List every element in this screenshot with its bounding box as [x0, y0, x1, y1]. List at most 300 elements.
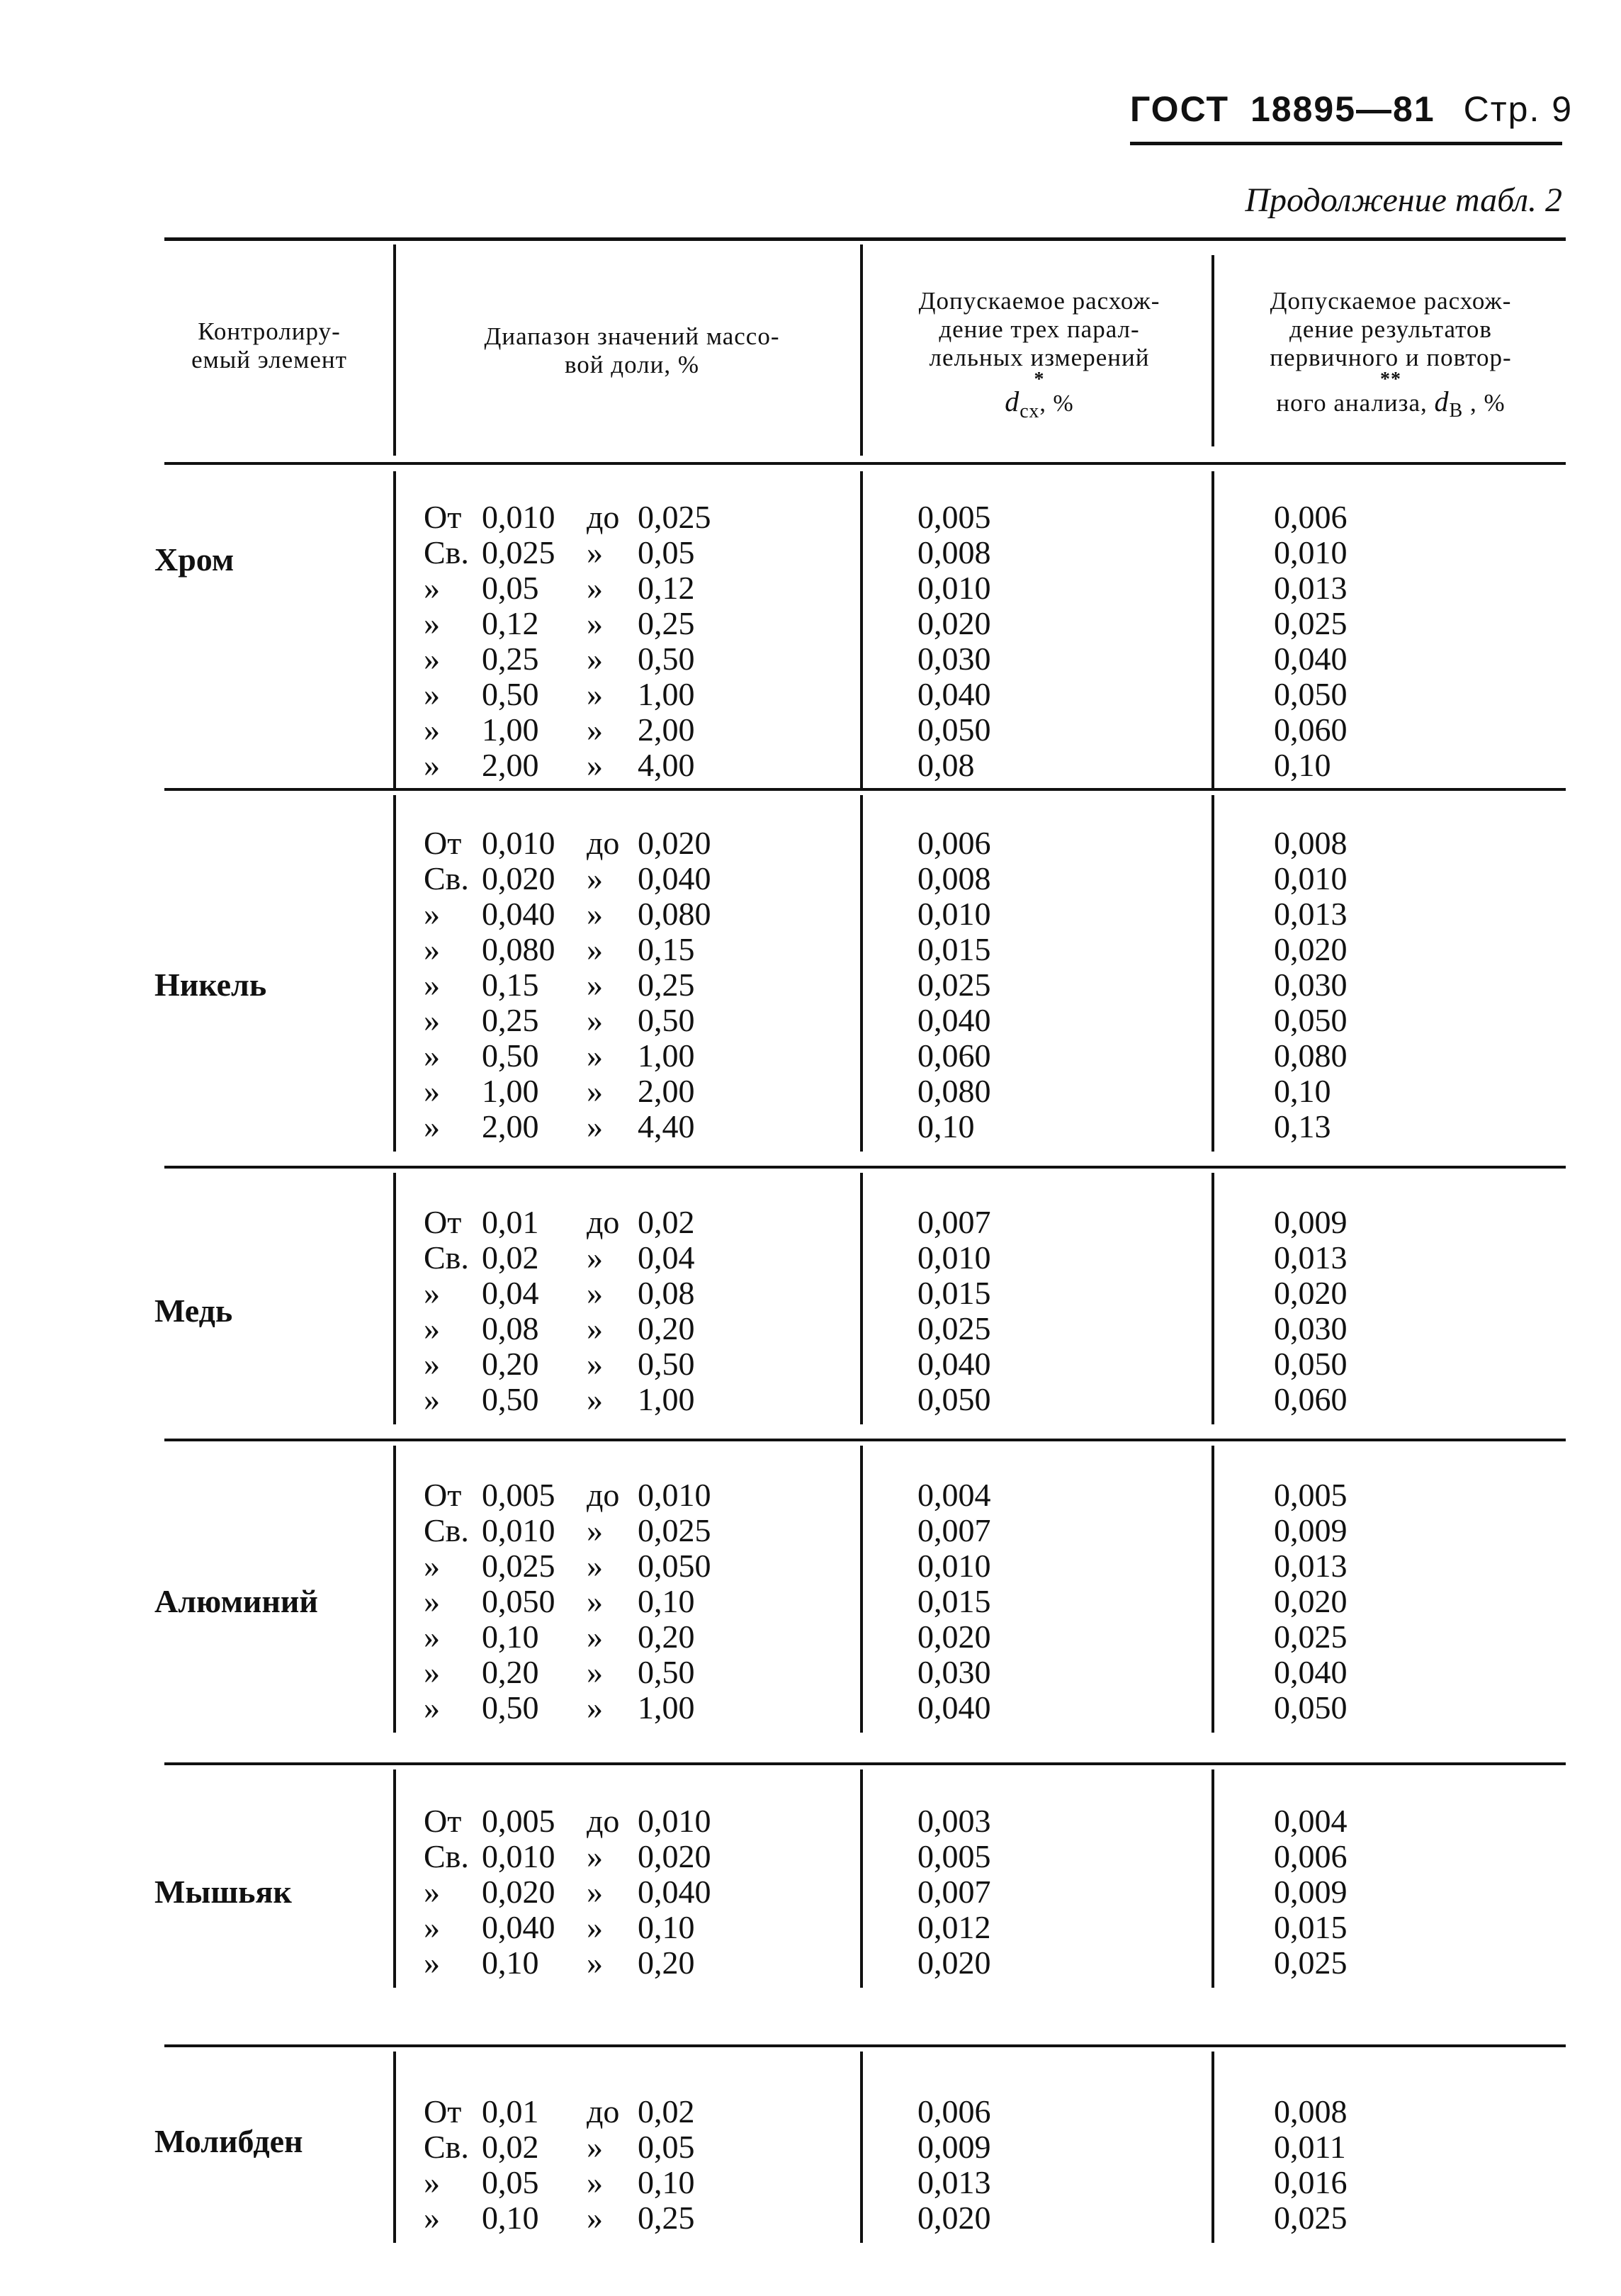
header-vrule — [860, 244, 863, 456]
range-to: 0,10 — [638, 1583, 695, 1619]
range-to: 0,040 — [638, 1874, 711, 1910]
convergence-value: 0,007 — [917, 1204, 991, 1240]
header-vrule — [393, 244, 396, 456]
range-from: 0,50 — [482, 1037, 539, 1074]
column-vrule — [1211, 1173, 1214, 1424]
range-row — [0, 1205, 860, 1240]
range-prefix: » — [424, 1310, 440, 1346]
range-prefix: » — [424, 1689, 440, 1726]
repeatability-value: 0,013 — [1274, 1239, 1348, 1276]
convergence-value: 0,050 — [917, 1381, 991, 1417]
range-from: 0,05 — [482, 570, 539, 606]
repeatability-value: 0,013 — [1274, 570, 1348, 606]
range-conj: » — [587, 1838, 603, 1874]
standard-number: 18895—81 — [1250, 89, 1435, 129]
range-prefix: » — [424, 1108, 440, 1144]
convergence-value: 0,015 — [917, 1275, 991, 1311]
range-conj: » — [587, 1945, 603, 1981]
repeatability-value: 0,015 — [1274, 1909, 1348, 1945]
repeatability-value: 0,050 — [1274, 676, 1348, 712]
repeatability-value: 0,008 — [1274, 825, 1348, 861]
range-row — [0, 1839, 860, 1874]
repeatability-value: 0,030 — [1274, 1310, 1348, 1346]
range-conj: » — [587, 534, 603, 570]
page-header — [1130, 89, 1574, 145]
range-prefix: Св. — [424, 1512, 469, 1548]
range-prefix: » — [424, 1945, 440, 1981]
table-top-rule — [164, 237, 1566, 241]
range-from: 0,010 — [482, 1512, 555, 1548]
convergence-value: 0,009 — [917, 2129, 991, 2165]
range-to: 1,00 — [638, 1381, 695, 1417]
column-vrule — [860, 795, 863, 1152]
range-from: 0,04 — [482, 1275, 539, 1311]
range-row — [0, 967, 860, 1003]
repeatability-value: 0,060 — [1274, 711, 1348, 748]
footnote-mark: * — [1034, 368, 1045, 390]
convergence-value: 0,010 — [917, 1548, 991, 1584]
convergence-value: 0,003 — [917, 1803, 991, 1839]
footnote-mark: ** — [1380, 368, 1401, 390]
repeatability-value: 0,10 — [1274, 747, 1331, 783]
header-bottom-rule — [164, 462, 1566, 465]
convergence-value: 0,040 — [917, 1002, 991, 1038]
range-prefix: » — [424, 1037, 440, 1074]
repeatability-value: 0,008 — [1274, 2093, 1348, 2129]
symbol-d: d — [1434, 386, 1450, 417]
range-to: 0,025 — [638, 499, 711, 535]
unit-label: , % — [1039, 390, 1074, 417]
range-from: 0,025 — [482, 534, 555, 570]
range-row — [0, 1945, 860, 1981]
header-repeatability-text: ного анализа, — [1276, 389, 1428, 417]
range-prefix: От — [424, 2093, 462, 2129]
column-vrule — [860, 1446, 863, 1733]
range-row — [0, 712, 860, 748]
range-row — [0, 1478, 860, 1513]
convergence-value: 0,010 — [917, 896, 991, 932]
range-row — [0, 1548, 860, 1584]
range-conj: до — [587, 825, 620, 861]
repeatability-value: 0,060 — [1274, 1381, 1348, 1417]
column-vrule — [393, 1446, 396, 1733]
range-conj: » — [587, 967, 603, 1003]
convergence-symbol — [866, 388, 1213, 426]
range-row — [0, 1038, 860, 1074]
range-conj: до — [587, 1204, 620, 1240]
column-vrule — [1211, 2052, 1214, 2243]
range-from: 0,010 — [482, 1838, 555, 1874]
convergence-value: 0,015 — [917, 1583, 991, 1619]
header-repeatability-line: первичного и повтор- — [1270, 344, 1512, 371]
group-separator-rule — [164, 2044, 1566, 2047]
range-row — [0, 932, 860, 967]
range-row — [0, 1003, 860, 1038]
column-vrule — [393, 1769, 396, 1988]
range-from: 0,20 — [482, 1346, 539, 1382]
range-to: 0,040 — [638, 860, 711, 896]
range-conj: » — [587, 1346, 603, 1382]
range-conj: » — [587, 931, 603, 967]
column-vrule — [860, 1769, 863, 1988]
range-row — [0, 2165, 860, 2200]
convergence-value: 0,080 — [917, 1073, 991, 1109]
header-range — [398, 322, 866, 379]
convergence-value: 0,025 — [917, 967, 991, 1003]
range-to: 0,25 — [638, 2200, 695, 2236]
range-from: 0,25 — [482, 1002, 539, 1038]
range-from: 0,12 — [482, 605, 539, 641]
range-row — [0, 1513, 860, 1548]
repeatability-value: 0,025 — [1274, 1945, 1348, 1981]
element-name: Мышьяк — [154, 1874, 292, 1910]
repeatability-value: 0,009 — [1274, 1204, 1348, 1240]
range-row — [0, 1690, 860, 1726]
range-from: 0,01 — [482, 2093, 539, 2129]
repeatability-value: 0,005 — [1274, 1477, 1348, 1513]
range-to: 1,00 — [638, 676, 695, 712]
convergence-value: 0,020 — [917, 605, 991, 641]
range-prefix: От — [424, 1803, 462, 1839]
column-vrule — [1211, 471, 1214, 790]
range-prefix: » — [424, 931, 440, 967]
range-conj: » — [587, 1239, 603, 1276]
column-vrule — [393, 2052, 396, 2243]
range-conj: » — [587, 676, 603, 712]
range-to: 0,020 — [638, 1838, 711, 1874]
repeatability-value: 0,050 — [1274, 1346, 1348, 1382]
range-to: 0,20 — [638, 1310, 695, 1346]
range-conj: » — [587, 641, 603, 677]
group-separator-rule — [164, 1166, 1566, 1169]
range-from: 0,10 — [482, 2200, 539, 2236]
range-conj: » — [587, 1381, 603, 1417]
range-conj: » — [587, 860, 603, 896]
range-conj: до — [587, 499, 620, 535]
range-prefix: » — [424, 1654, 440, 1690]
range-to: 2,00 — [638, 711, 695, 748]
element-name: Хром — [154, 541, 235, 578]
range-to: 0,20 — [638, 1619, 695, 1655]
range-prefix: » — [424, 1619, 440, 1655]
range-prefix: Св. — [424, 1838, 469, 1874]
range-prefix: » — [424, 1548, 440, 1584]
range-from: 0,080 — [482, 931, 555, 967]
range-to: 0,12 — [638, 570, 695, 606]
range-from: 0,50 — [482, 676, 539, 712]
group-separator-rule — [164, 1439, 1566, 1441]
range-to: 0,10 — [638, 2164, 695, 2200]
range-to: 0,020 — [638, 825, 711, 861]
range-prefix: » — [424, 1909, 440, 1945]
range-conj: до — [587, 2093, 620, 2129]
convergence-value: 0,020 — [917, 1619, 991, 1655]
range-conj: » — [587, 605, 603, 641]
range-prefix: Св. — [424, 534, 469, 570]
range-from: 0,020 — [482, 860, 555, 896]
range-row — [0, 1311, 860, 1346]
repeatability-value: 0,006 — [1274, 499, 1348, 535]
range-row — [0, 1109, 860, 1144]
range-conj: » — [587, 2129, 603, 2165]
repeatability-symbol — [1217, 388, 1564, 425]
element-name: Медь — [154, 1293, 233, 1329]
header-element-line: емый элемент — [191, 346, 347, 373]
element-name: Никель — [154, 967, 267, 1003]
range-row — [0, 748, 860, 783]
repeatability-value: 0,040 — [1274, 641, 1348, 677]
repeatability-value: 0,10 — [1274, 1073, 1331, 1109]
convergence-value: 0,040 — [917, 1689, 991, 1726]
repeatability-value: 0,020 — [1274, 931, 1348, 967]
element-name: Молибден — [154, 2123, 303, 2159]
range-to: 0,05 — [638, 534, 695, 570]
repeatability-value: 0,009 — [1274, 1512, 1348, 1548]
range-from: 0,040 — [482, 1909, 555, 1945]
repeatability-value: 0,013 — [1274, 896, 1348, 932]
range-conj: » — [587, 1548, 603, 1584]
range-from: 0,25 — [482, 641, 539, 677]
range-conj: » — [587, 2164, 603, 2200]
range-conj: » — [587, 570, 603, 606]
range-prefix: » — [424, 1381, 440, 1417]
header-element-line: Контролиру- — [198, 317, 341, 345]
range-to: 0,50 — [638, 1002, 695, 1038]
range-to: 0,20 — [638, 1945, 695, 1981]
range-prefix: От — [424, 825, 462, 861]
range-row — [0, 2129, 860, 2165]
column-vrule — [860, 1173, 863, 1424]
header-vrule — [1211, 255, 1214, 446]
convergence-value: 0,015 — [917, 931, 991, 967]
convergence-value: 0,08 — [917, 747, 975, 783]
range-conj: » — [587, 1583, 603, 1619]
range-row — [0, 1346, 860, 1382]
range-row — [0, 826, 860, 861]
convergence-value: 0,012 — [917, 1909, 991, 1945]
range-prefix: От — [424, 499, 462, 535]
range-from: 0,010 — [482, 825, 555, 861]
range-conj: » — [587, 1108, 603, 1144]
range-prefix: » — [424, 605, 440, 641]
range-from: 0,10 — [482, 1945, 539, 1981]
range-row — [0, 1382, 860, 1417]
range-to: 0,02 — [638, 1204, 695, 1240]
range-prefix: » — [424, 967, 440, 1003]
range-from: 1,00 — [482, 711, 539, 748]
symbol-subscript: В — [1449, 400, 1464, 422]
convergence-value: 0,005 — [917, 499, 991, 535]
range-from: 0,50 — [482, 1381, 539, 1417]
repeatability-value: 0,020 — [1274, 1583, 1348, 1619]
range-prefix: » — [424, 1346, 440, 1382]
range-to: 1,00 — [638, 1689, 695, 1726]
convergence-value: 0,040 — [917, 1346, 991, 1382]
convergence-value: 0,040 — [917, 676, 991, 712]
header-range-line: вой доли, % — [565, 351, 699, 378]
range-to: 0,50 — [638, 1654, 695, 1690]
range-from: 2,00 — [482, 1108, 539, 1144]
repeatability-value: 0,011 — [1274, 2129, 1346, 2165]
column-vrule — [1211, 1769, 1214, 1988]
convergence-value: 0,008 — [917, 860, 991, 896]
column-vrule — [1211, 795, 1214, 1152]
range-to: 0,05 — [638, 2129, 695, 2165]
range-row — [0, 1240, 860, 1276]
range-from: 0,050 — [482, 1583, 555, 1619]
convergence-value: 0,006 — [917, 825, 991, 861]
range-conj: » — [587, 1275, 603, 1311]
repeatability-value: 0,006 — [1274, 1838, 1348, 1874]
convergence-value: 0,10 — [917, 1108, 975, 1144]
range-prefix: » — [424, 2200, 440, 2236]
repeatability-value: 0,030 — [1274, 967, 1348, 1003]
range-from: 0,020 — [482, 1874, 555, 1910]
range-row — [0, 500, 860, 535]
range-from: 2,00 — [482, 747, 539, 783]
range-prefix: » — [424, 1002, 440, 1038]
repeatability-value: 0,004 — [1274, 1803, 1348, 1839]
range-row — [0, 535, 860, 570]
header-convergence-line: дение трех парал- — [939, 315, 1140, 343]
range-prefix: Св. — [424, 860, 469, 896]
range-prefix: » — [424, 1874, 440, 1910]
range-to: 0,010 — [638, 1477, 711, 1513]
range-conj: до — [587, 1477, 620, 1513]
range-row — [0, 861, 860, 896]
range-conj: » — [587, 1073, 603, 1109]
range-row — [0, 1655, 860, 1690]
range-row — [0, 896, 860, 932]
range-row — [0, 677, 860, 712]
convergence-value: 0,013 — [917, 2164, 991, 2200]
range-row — [0, 1074, 860, 1109]
repeatability-value: 0,013 — [1274, 1548, 1348, 1584]
repeatability-value: 0,010 — [1274, 534, 1348, 570]
range-to: 0,50 — [638, 641, 695, 677]
range-row — [0, 2200, 860, 2236]
range-conj: » — [587, 1310, 603, 1346]
repeatability-value: 0,050 — [1274, 1689, 1348, 1726]
page-number: Стр. 9 — [1463, 89, 1574, 129]
repeatability-value: 0,020 — [1274, 1275, 1348, 1311]
convergence-value: 0,005 — [917, 1838, 991, 1874]
range-prefix: » — [424, 641, 440, 677]
convergence-value: 0,020 — [917, 1945, 991, 1981]
range-to: 0,025 — [638, 1512, 711, 1548]
range-prefix: » — [424, 711, 440, 748]
range-prefix: От — [424, 1477, 462, 1513]
range-row — [0, 1276, 860, 1311]
repeatability-value: 0,080 — [1274, 1037, 1348, 1074]
range-conj: » — [587, 1689, 603, 1726]
range-prefix: » — [424, 1073, 440, 1109]
column-vrule — [393, 795, 396, 1152]
symbol-d: d — [1005, 386, 1020, 417]
range-to: 4,00 — [638, 747, 695, 783]
group-separator-rule — [164, 788, 1566, 791]
range-from: 0,01 — [482, 1204, 539, 1240]
range-from: 0,005 — [482, 1803, 555, 1839]
header-element — [152, 317, 386, 374]
convergence-value: 0,050 — [917, 711, 991, 748]
range-to: 0,50 — [638, 1346, 695, 1382]
range-from: 0,08 — [482, 1310, 539, 1346]
header-repeatability-line: Допускаемое расхож- — [1270, 287, 1512, 315]
range-conj: » — [587, 2200, 603, 2236]
convergence-value: 0,025 — [917, 1310, 991, 1346]
header-repeatability — [1217, 287, 1564, 425]
convergence-value: 0,030 — [917, 1654, 991, 1690]
range-from: 0,10 — [482, 1619, 539, 1655]
header-repeatability-line: дение результатов — [1289, 315, 1492, 343]
repeatability-value: 0,025 — [1274, 605, 1348, 641]
range-to: 0,25 — [638, 967, 695, 1003]
range-from: 0,025 — [482, 1548, 555, 1584]
range-from: 0,15 — [482, 967, 539, 1003]
range-to: 0,010 — [638, 1803, 711, 1839]
repeatability-value: 0,009 — [1274, 1874, 1348, 1910]
convergence-value: 0,010 — [917, 570, 991, 606]
range-conj: до — [587, 1803, 620, 1839]
range-from: 0,010 — [482, 499, 555, 535]
range-row — [0, 1874, 860, 1910]
column-vrule — [393, 471, 396, 790]
range-conj: » — [587, 1002, 603, 1038]
range-to: 0,15 — [638, 931, 695, 967]
convergence-value: 0,007 — [917, 1874, 991, 1910]
range-conj: » — [587, 896, 603, 932]
range-prefix: Св. — [424, 2129, 469, 2165]
range-row — [0, 2094, 860, 2129]
column-vrule — [860, 471, 863, 790]
standard-label: ГОСТ — [1130, 89, 1229, 129]
range-prefix: » — [424, 570, 440, 606]
repeatability-value: 0,010 — [1274, 860, 1348, 896]
unit-label: , % — [1463, 389, 1506, 417]
convergence-value: 0,006 — [917, 2093, 991, 2129]
range-from: 0,02 — [482, 1239, 539, 1276]
convergence-value: 0,020 — [917, 2200, 991, 2236]
range-prefix: » — [424, 896, 440, 932]
range-row — [0, 1910, 860, 1945]
range-row — [0, 606, 860, 641]
range-to: 0,25 — [638, 605, 695, 641]
range-conj: » — [587, 1654, 603, 1690]
range-from: 0,005 — [482, 1477, 555, 1513]
range-to: 0,050 — [638, 1548, 711, 1584]
range-prefix: » — [424, 1583, 440, 1619]
column-vrule — [1211, 1446, 1214, 1733]
header-range-line: Диапазон значений массо- — [484, 322, 780, 350]
column-vrule — [393, 1173, 396, 1424]
repeatability-value: 0,016 — [1274, 2164, 1348, 2200]
range-to: 2,00 — [638, 1073, 695, 1109]
table-continuation-caption: Продолжение табл. 2 — [1245, 181, 1562, 219]
range-row — [0, 1803, 860, 1839]
range-to: 0,02 — [638, 2093, 695, 2129]
range-conj: » — [587, 1619, 603, 1655]
range-conj: » — [587, 711, 603, 748]
range-conj: » — [587, 1909, 603, 1945]
range-from: 0,05 — [482, 2164, 539, 2200]
symbol-subscript: сх — [1020, 400, 1040, 422]
range-row — [0, 570, 860, 606]
convergence-value: 0,010 — [917, 1239, 991, 1276]
range-prefix: Св. — [424, 1239, 469, 1276]
range-to: 0,04 — [638, 1239, 695, 1276]
range-prefix: » — [424, 747, 440, 783]
